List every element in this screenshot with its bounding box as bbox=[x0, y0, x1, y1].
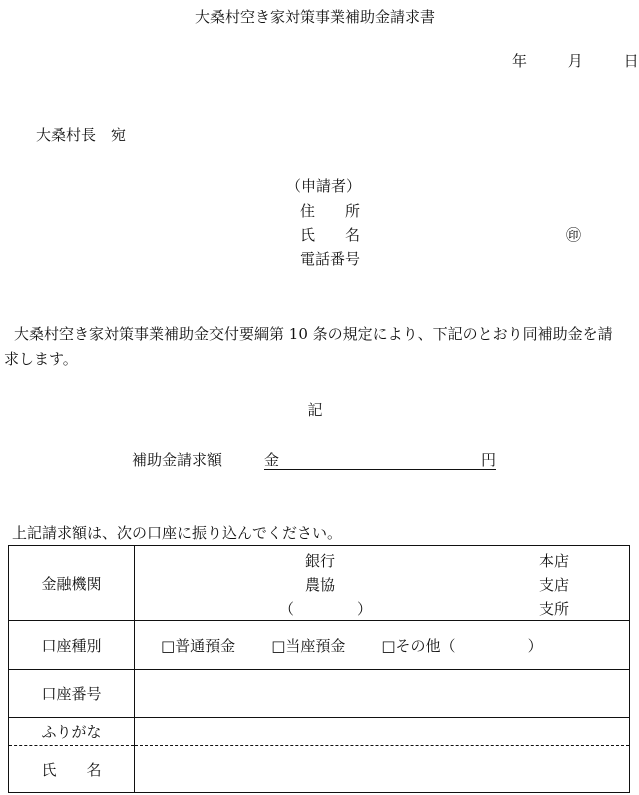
month-label: 月 bbox=[567, 52, 583, 70]
option-current-checkbox[interactable]: □当座預金 bbox=[271, 636, 346, 655]
option-other-label: □その他（ bbox=[381, 636, 456, 655]
bank-cell[interactable] bbox=[135, 546, 630, 621]
amount-label: 補助金請求額 bbox=[132, 451, 223, 469]
year-label: 年 bbox=[512, 52, 528, 70]
holder-name-field[interactable] bbox=[135, 746, 630, 793]
ki-heading: 記 bbox=[307, 401, 323, 419]
bank-paren-open: （ bbox=[279, 600, 295, 618]
bank-type-ja: 農協 bbox=[305, 576, 336, 594]
document-title: 大桑村空き家対策事業補助金請求書 bbox=[194, 8, 435, 26]
option-other-checkbox[interactable] bbox=[381, 635, 542, 656]
branch-branch: 支店 bbox=[539, 576, 570, 594]
holder-name-row bbox=[9, 746, 630, 793]
account-type-label: 口座種別 bbox=[9, 621, 135, 670]
bank-label: 金融機関 bbox=[9, 546, 135, 621]
holder-name-label: 氏 名 bbox=[9, 746, 135, 793]
furigana-field[interactable] bbox=[135, 718, 630, 746]
furigana-row bbox=[9, 718, 630, 746]
phone-label: 電話番号 bbox=[300, 250, 361, 268]
day-label: 日 bbox=[623, 52, 639, 70]
seal-mark: ㊞ bbox=[566, 226, 582, 244]
request-text: 大桑村空き家対策事業補助金交付要綱第 10 条の規定により、下記のとおり同補助金を請求します。 bbox=[4, 325, 613, 368]
name-label: 氏 名 bbox=[300, 226, 361, 244]
account-type-cell bbox=[135, 621, 630, 670]
option-ordinary-checkbox[interactable]: □普通預金 bbox=[161, 636, 236, 655]
applicant-heading: （申請者） bbox=[286, 177, 362, 195]
amount-prefix: 金 bbox=[264, 451, 280, 469]
option-other-close: ） bbox=[527, 636, 543, 655]
account-number-field[interactable] bbox=[135, 670, 630, 718]
furigana-label: ふりがな bbox=[9, 718, 135, 746]
branch-office: 支所 bbox=[539, 600, 570, 618]
address-label: 住 所 bbox=[300, 202, 361, 220]
amount-suffix: 円 bbox=[480, 451, 496, 469]
addressee: 大桑村長 宛 bbox=[36, 126, 127, 144]
amount-field[interactable] bbox=[264, 449, 496, 470]
date-line bbox=[512, 50, 639, 71]
account-number-label: 口座番号 bbox=[9, 670, 135, 718]
account-note: 上記請求額は、次の口座に振り込んでください。 bbox=[12, 524, 343, 542]
account-number-row bbox=[9, 670, 630, 718]
account-type-row bbox=[9, 621, 630, 670]
bank-row bbox=[9, 546, 630, 621]
account-table bbox=[8, 545, 630, 793]
bank-paren-close: ） bbox=[357, 600, 373, 618]
branch-main: 本店 bbox=[539, 552, 570, 570]
bank-type-bank: 銀行 bbox=[305, 552, 336, 570]
